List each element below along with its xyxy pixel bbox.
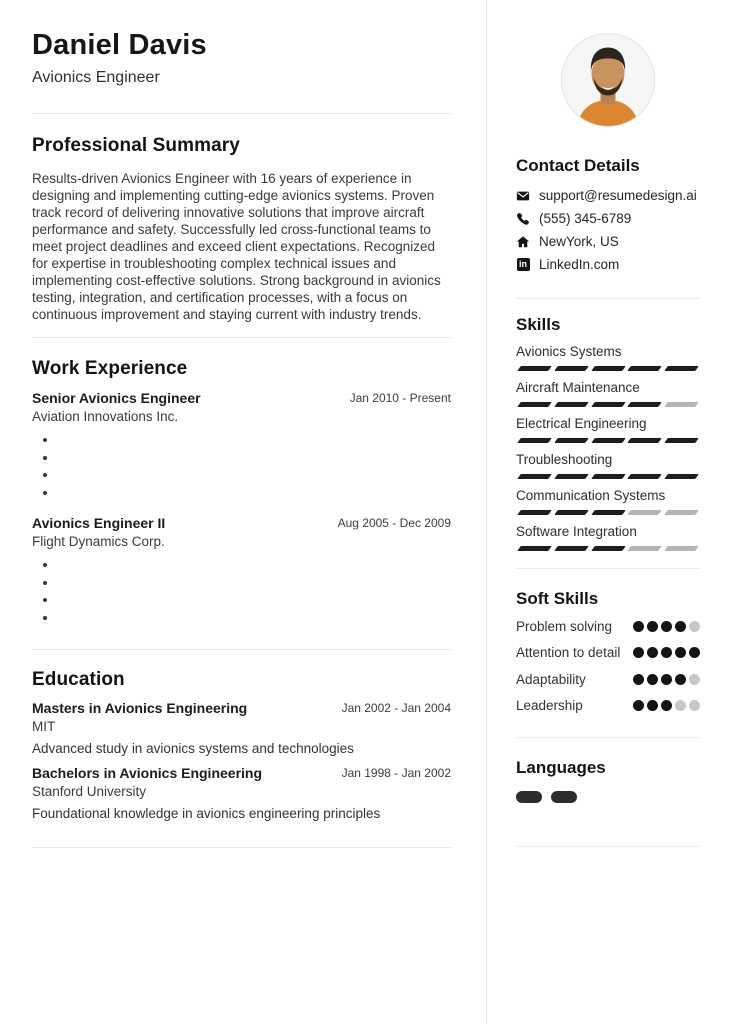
dot-filled (661, 621, 672, 632)
experience-heading: Work Experience (32, 357, 188, 379)
degree-dates: Jan 1998 - Jan 2002 (341, 765, 451, 780)
job-bullet-list (32, 432, 451, 502)
dot-empty (689, 621, 700, 632)
skill-entry (516, 380, 700, 407)
seg-empty (628, 510, 662, 515)
person-name: Daniel Davis (32, 29, 207, 61)
seg-filled (628, 402, 662, 407)
degree-title-block (32, 700, 247, 734)
home-icon (516, 235, 530, 249)
seg-filled (664, 438, 698, 443)
job-bullet (58, 485, 451, 502)
job-title: Avionics Engineer II (32, 514, 166, 531)
seg-filled (517, 474, 551, 479)
degree-list (32, 700, 451, 821)
education-section (32, 669, 451, 821)
degree-header-row (32, 765, 451, 799)
contact-location-text: NewYork, US (539, 234, 619, 249)
experience-section (32, 358, 451, 627)
experience-divider (32, 649, 451, 650)
soft-skill-list (516, 619, 700, 715)
seg-filled (628, 366, 662, 371)
job-title: Senior Avionics Engineer (32, 389, 201, 406)
seg-filled (517, 546, 551, 551)
language-pill (516, 791, 542, 803)
job-bullet (58, 450, 451, 467)
contact-email-text: support@resumedesign.ai (539, 188, 697, 203)
skills-divider (516, 568, 700, 569)
soft-skill-entry (516, 672, 700, 688)
dot-filled (633, 700, 644, 711)
skill-level-bar (516, 402, 700, 407)
seg-filled (591, 546, 625, 551)
header (32, 30, 451, 87)
skill-list (516, 344, 700, 551)
contact-list (516, 188, 700, 272)
summary-text: Results-driven Avionics Engineer with 16 years of experience in designing and implementing cutting-edge avionics systems. Proven track record of delivering innovative solutions that improve aircraft performance and safety. Successfully led cross-functional teams to meet project deadlines and exceed client expectations. Recognized for expertise in troubleshooting complex technical issues and implementing cost-effective solutions. Strong background in avionics testing, integration, and certification processes, with a focus on continuous improvement and staying current with industry trends. (32, 170, 441, 322)
seg-filled (628, 438, 662, 443)
degree-school: MIT (32, 718, 56, 734)
skills-heading: Skills (516, 315, 561, 334)
dot-filled (633, 674, 644, 685)
soft-skill-level-dots (633, 672, 700, 685)
job-entry (32, 515, 451, 627)
seg-filled (554, 474, 588, 479)
soft-skill-entry (516, 619, 700, 635)
seg-filled (591, 474, 625, 479)
skills-section (516, 315, 700, 551)
soft-skill-name: Adaptability (516, 671, 586, 687)
seg-filled (517, 366, 551, 371)
contact-phone[interactable] (516, 211, 700, 226)
skill-name: Aircraft Maintenance (516, 380, 640, 395)
contact-location (516, 234, 700, 249)
skill-level-bar (516, 510, 700, 515)
seg-empty (664, 402, 698, 407)
skill-name: Avionics Systems (516, 344, 622, 359)
job-bullet (58, 467, 451, 484)
seg-empty (628, 546, 662, 551)
seg-filled (591, 402, 625, 407)
seg-filled (554, 438, 588, 443)
skill-name: Troubleshooting (516, 452, 613, 467)
dot-filled (661, 647, 672, 658)
email-icon (516, 189, 530, 203)
dot-filled (633, 621, 644, 632)
dot-filled (661, 700, 672, 711)
job-dates: Jan 2010 - Present (349, 390, 451, 405)
job-header-row (32, 390, 451, 424)
skill-entry (516, 452, 700, 479)
soft-skill-level-dots (633, 619, 700, 632)
sidebar-column (487, 0, 730, 1024)
job-company: Aviation Innovations Inc. (32, 408, 179, 424)
job-bullet (58, 432, 451, 449)
degree-entry (32, 765, 451, 821)
dot-filled (675, 674, 686, 685)
summary-divider (32, 337, 451, 338)
soft-skills-section (516, 589, 700, 715)
seg-filled (664, 474, 698, 479)
soft-skills-heading: Soft Skills (516, 589, 599, 608)
dot-filled (675, 647, 686, 658)
skill-level-bar (516, 546, 700, 551)
person-job-title: Avionics Engineer (32, 68, 160, 86)
dot-filled (689, 647, 700, 658)
soft-skill-name: Leadership (516, 698, 583, 714)
skill-entry (516, 344, 700, 371)
soft-skill-entry (516, 645, 700, 661)
skill-level-bar (516, 438, 700, 443)
dot-empty (689, 700, 700, 711)
contact-linkedin[interactable] (516, 257, 700, 272)
job-entry (32, 390, 451, 502)
soft-skill-name: Attention to detail (516, 645, 621, 661)
skill-level-bar (516, 474, 700, 479)
linkedin-icon: in (516, 258, 530, 272)
seg-filled (517, 402, 551, 407)
summary-section (32, 135, 451, 323)
job-bullet (58, 557, 451, 574)
skill-level-bar (516, 366, 700, 371)
languages-section (516, 758, 700, 803)
contact-divider (516, 298, 700, 299)
dot-filled (633, 647, 644, 658)
job-bullet (58, 592, 451, 609)
header-divider (32, 113, 451, 114)
job-list (32, 390, 451, 627)
contact-linkedin-text: LinkedIn.com (539, 257, 620, 272)
skill-entry (516, 524, 700, 551)
contact-section (516, 156, 700, 272)
seg-filled (591, 366, 625, 371)
phone-icon (516, 212, 530, 226)
soft-skill-entry (516, 698, 700, 714)
seg-filled (517, 438, 551, 443)
seg-empty (664, 546, 698, 551)
dot-empty (675, 700, 686, 711)
skill-entry (516, 416, 700, 443)
job-dates: Aug 2005 - Dec 2009 (337, 515, 451, 530)
seg-filled (628, 474, 662, 479)
seg-filled (554, 510, 588, 515)
language-pill (551, 791, 577, 803)
education-heading: Education (32, 668, 125, 690)
dot-empty (689, 674, 700, 685)
degree-description: Foundational knowledge in avionics engineering principles (32, 805, 381, 821)
dot-filled (647, 674, 658, 685)
job-company: Flight Dynamics Corp. (32, 533, 165, 549)
job-bullet-list (32, 557, 451, 627)
soft-skill-level-dots (633, 698, 700, 711)
languages-heading: Languages (516, 757, 606, 777)
skill-name: Communication Systems (516, 488, 666, 503)
degree-title: Bachelors in Avionics Engineering (32, 764, 263, 781)
job-title-block (32, 515, 165, 549)
seg-empty (664, 510, 698, 515)
dot-filled (661, 674, 672, 685)
dot-filled (647, 647, 658, 658)
degree-dates: Jan 2002 - Jan 2004 (341, 700, 451, 715)
dot-filled (647, 621, 658, 632)
seg-filled (664, 366, 698, 371)
skill-entry (516, 488, 700, 515)
dot-filled (647, 700, 658, 711)
seg-filled (591, 510, 625, 515)
seg-filled (554, 546, 588, 551)
seg-filled (554, 402, 588, 407)
degree-header-row (32, 700, 451, 734)
degree-description: Advanced study in avionics systems and technologies (32, 740, 354, 756)
contact-heading: Contact Details (516, 156, 640, 175)
dot-filled (675, 621, 686, 632)
degree-entry (32, 700, 451, 756)
language-list (516, 791, 700, 803)
seg-filled (591, 438, 625, 443)
degree-title: Masters in Avionics Engineering (32, 699, 248, 716)
soft-skill-name: Problem solving (516, 619, 613, 634)
job-bullet (58, 610, 451, 627)
summary-heading: Professional Summary (32, 134, 240, 156)
degree-title-block (32, 765, 262, 799)
skill-name: Electrical Engineering (516, 416, 647, 431)
job-title-block (32, 390, 201, 424)
degree-school: Stanford University (32, 783, 147, 799)
profile-photo (561, 33, 655, 127)
contact-email[interactable] (516, 188, 700, 203)
job-bullet (58, 575, 451, 592)
contact-phone-text: (555) 345-6789 (539, 211, 632, 226)
seg-filled (517, 510, 551, 515)
education-divider (32, 847, 451, 848)
job-header-row (32, 515, 451, 549)
languages-divider (516, 846, 700, 847)
seg-filled (554, 366, 588, 371)
soft-skills-divider (516, 737, 700, 738)
skill-name: Software Integration (516, 524, 637, 539)
soft-skill-level-dots (633, 645, 700, 658)
